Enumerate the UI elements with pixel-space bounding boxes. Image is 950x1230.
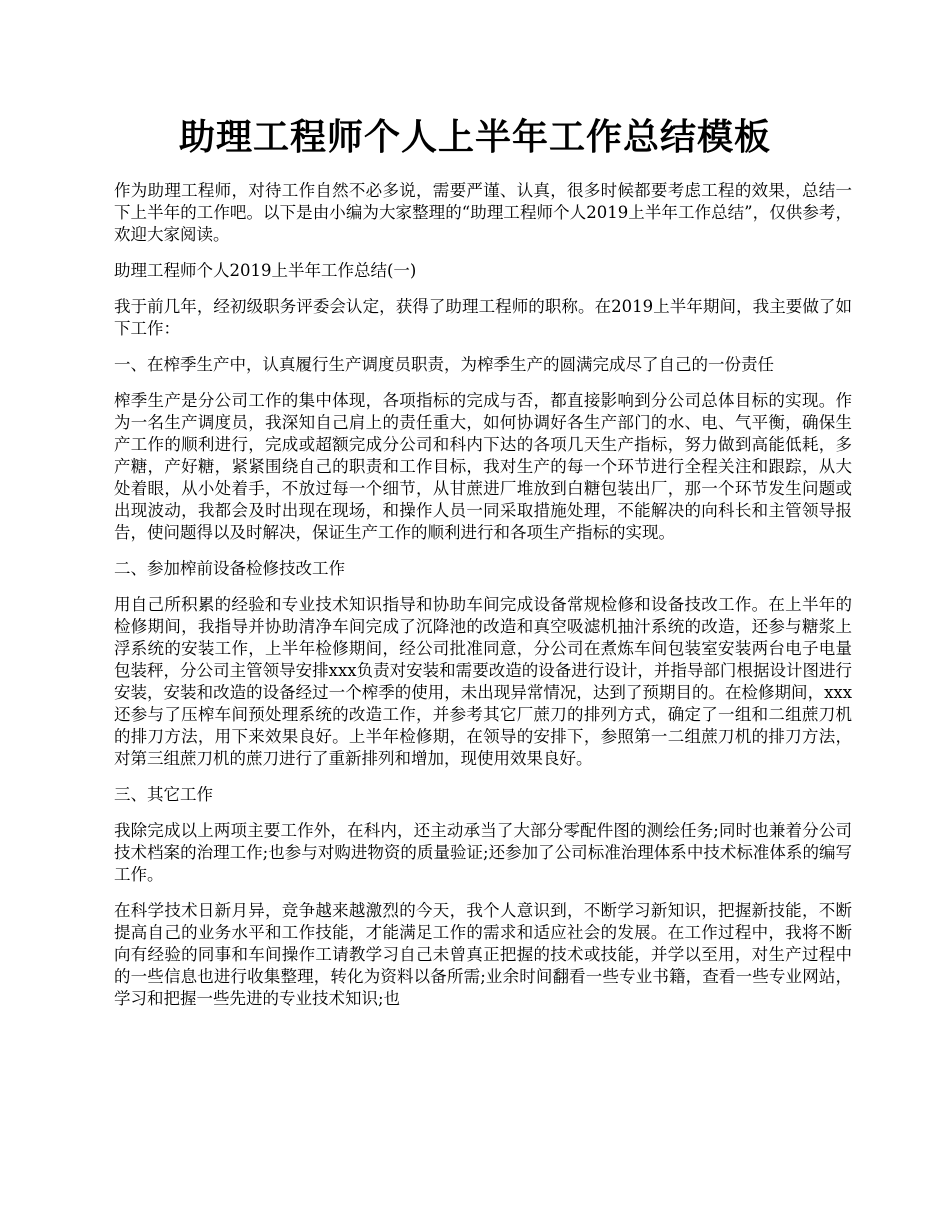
intro-paragraph: 作为助理工程师，对待工作自然不必多说，需要严谨、认真，很多时候都要考虑工程的效果，总结一下上半年的工作吧。以下是由小编为大家整理的“助理工程师个人2019上半年工作总结”，仅供参考，欢迎大家阅读。 <box>114 181 852 244</box>
document-title: 助理工程师个人上半年工作总结模板 <box>178 116 771 158</box>
body-paragraph: 在科学技术日新月异，竞争越来越激烈的今天，我个人意识到，不断学习新知识，把握新技能，不断提高自己的业务水平和工作技能，才能满足工作的需求和适应社会的发展。在工作过程中，我将不断向有经验的同事和车间操作工请教学习自己未曾真正把握的技术或技能，并学以至用，对生产过程中的一些信息也进行收集整理，转化为资料以备所需;业余时间翻看一些专业书籍，查看一些专业网站，学习和把握一些先进的专业技术知识;也 <box>114 901 852 1008</box>
subsection-heading: 一、在榨季生产中，认真履行生产调度员职责，为榨季生产的圆满完成尽了自己的一份责任 <box>114 355 774 374</box>
document-body <box>114 180 852 1024</box>
body-paragraph: 用自己所积累的经验和专业技术知识指导和协助车间完成设备常规检修和设备技改工作。在上半年的检修期间，我指导并协助清净车间完成了沉降池的改造和真空吸滤机抽汁系统的改造，还参与糖浆上浮系统的安装工作，上半年检修期间，经公司批准同意，分公司在煮炼车间包装室安装两台电子电量包装秤，分公司主管领导安排xxx负责对安装和需要改造的设备进行设计，并指导部门根据设计图进行安装，安装和改造的设备经过一个榨季的使用，未出现异常情况，达到了预期目的。在检修期间，xxx还参与了压榨车间预处理系统的改造工作，并参考其它厂蔗刀的排列方式，确定了一组和二组蔗刀机的排刀方法，用下来效果良好。上半年检修期，在领导的安排下，参照第一二组蔗刀机的排刀方法，对第三组蔗刀机的蔗刀进行了重新排列和增加，现使用效果良好。 <box>114 595 852 768</box>
body-paragraph: 我于前几年，经初级职务评委会认定，获得了助理工程师的职称。在2019上半年期间，我主要做了如下工作： <box>114 297 852 338</box>
body-paragraph: 榨季生产是分公司工作的集中体现，各项指标的完成与否，都直接影响到分公司总体目标的实现。作为一名生产调度员，我深知自己肩上的责任重大，如何协调好各生产部门的水、电、气平衡，确保生产工作的顺利进行，完成或超额完成分公司和科内下达的各项几天生产指标，努力做到高能低耗，多产糖，产好糖，紧紧围绕自己的职责和工作目标，我对生产的每一个环节进行全程关注和跟踪，从大处着眼，从小处着手，不放过每一个细节，从甘蔗进厂堆放到白糖包装出厂，那一个环节发生问题或出现波动，我都会及时出现在现场，和操作人员一同采取措施处理，不能解决的向科长和主管领导报告，使问题得以及时解决，保证生产工作的顺利进行和各项生产指标的实现。 <box>114 391 852 542</box>
body-paragraph: 我除完成以上两项主要工作外，在科内，还主动承当了大部分零配件图的测绘任务;同时也兼着分公司技术档案的治理工作;也参与对购进物资的质量验证;还参加了公司标准治理体系中技术标准体系的编写工作。 <box>114 821 852 884</box>
section-heading: 助理工程师个人2019上半年工作总结(一) <box>114 261 417 280</box>
subsection-heading: 二、参加榨前设备检修技改工作 <box>114 559 345 578</box>
subsection-heading: 三、其它工作 <box>114 785 213 804</box>
